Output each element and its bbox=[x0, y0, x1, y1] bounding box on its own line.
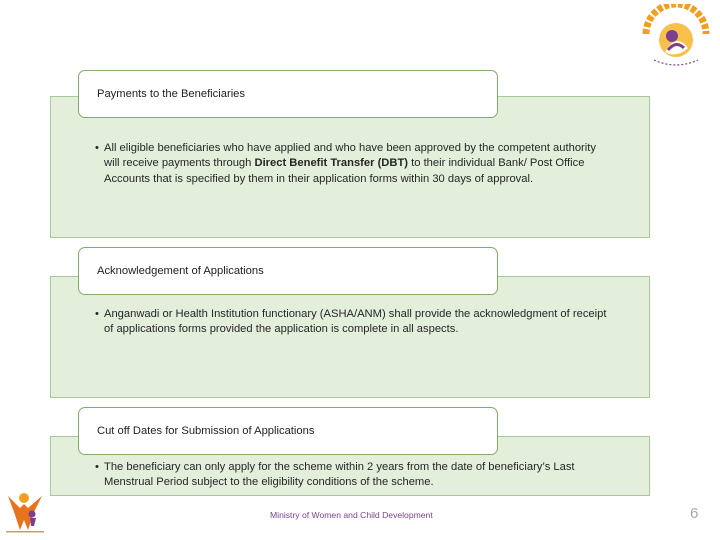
section-title: Acknowledgement of Applications bbox=[97, 265, 264, 277]
section-text-payments bbox=[95, 141, 614, 187]
section-body: The beneficiary can only apply for the scheme within 2 years from the date of beneficiary’s Last Menstrual Period subject to the eligibility conditions of the scheme. bbox=[104, 461, 575, 489]
section-body-part: All eligible beneficiaries who have applied and who have been approved by the competent authority will receive payments through bbox=[104, 142, 596, 170]
footer-ministry: Ministry of Women and Child Development bbox=[270, 510, 433, 520]
section-text-cutoff bbox=[95, 460, 614, 491]
section-text-acknowledgement bbox=[95, 307, 614, 338]
section-title: Cut off Dates for Submission of Applications bbox=[97, 425, 315, 437]
mother-child-logo-icon bbox=[2, 490, 48, 534]
bullet-marker: • bbox=[95, 142, 99, 154]
page-number: 6 bbox=[690, 505, 699, 522]
section-header-payments bbox=[78, 70, 498, 118]
bullet-marker: • bbox=[95, 308, 99, 320]
scheme-emblem-logo-icon bbox=[636, 4, 716, 72]
section-header-acknowledgement bbox=[78, 247, 498, 295]
section-header-cutoff bbox=[78, 407, 498, 455]
dbt-emphasis: Direct Benefit Transfer (DBT) bbox=[254, 157, 409, 170]
section-body: Anganwadi or Health Institution functionary (ASHA/ANM) shall provide the acknowledgment of receipt of applications forms provided the application is complete in all aspects. bbox=[104, 308, 607, 336]
section-body-part: to their individual Bank/ Post Office Accounts that is specified by them in their application forms within 30 days of approval. bbox=[104, 157, 585, 185]
bullet-marker: • bbox=[95, 461, 99, 473]
section-title: Payments to the Beneficiaries bbox=[97, 88, 245, 100]
